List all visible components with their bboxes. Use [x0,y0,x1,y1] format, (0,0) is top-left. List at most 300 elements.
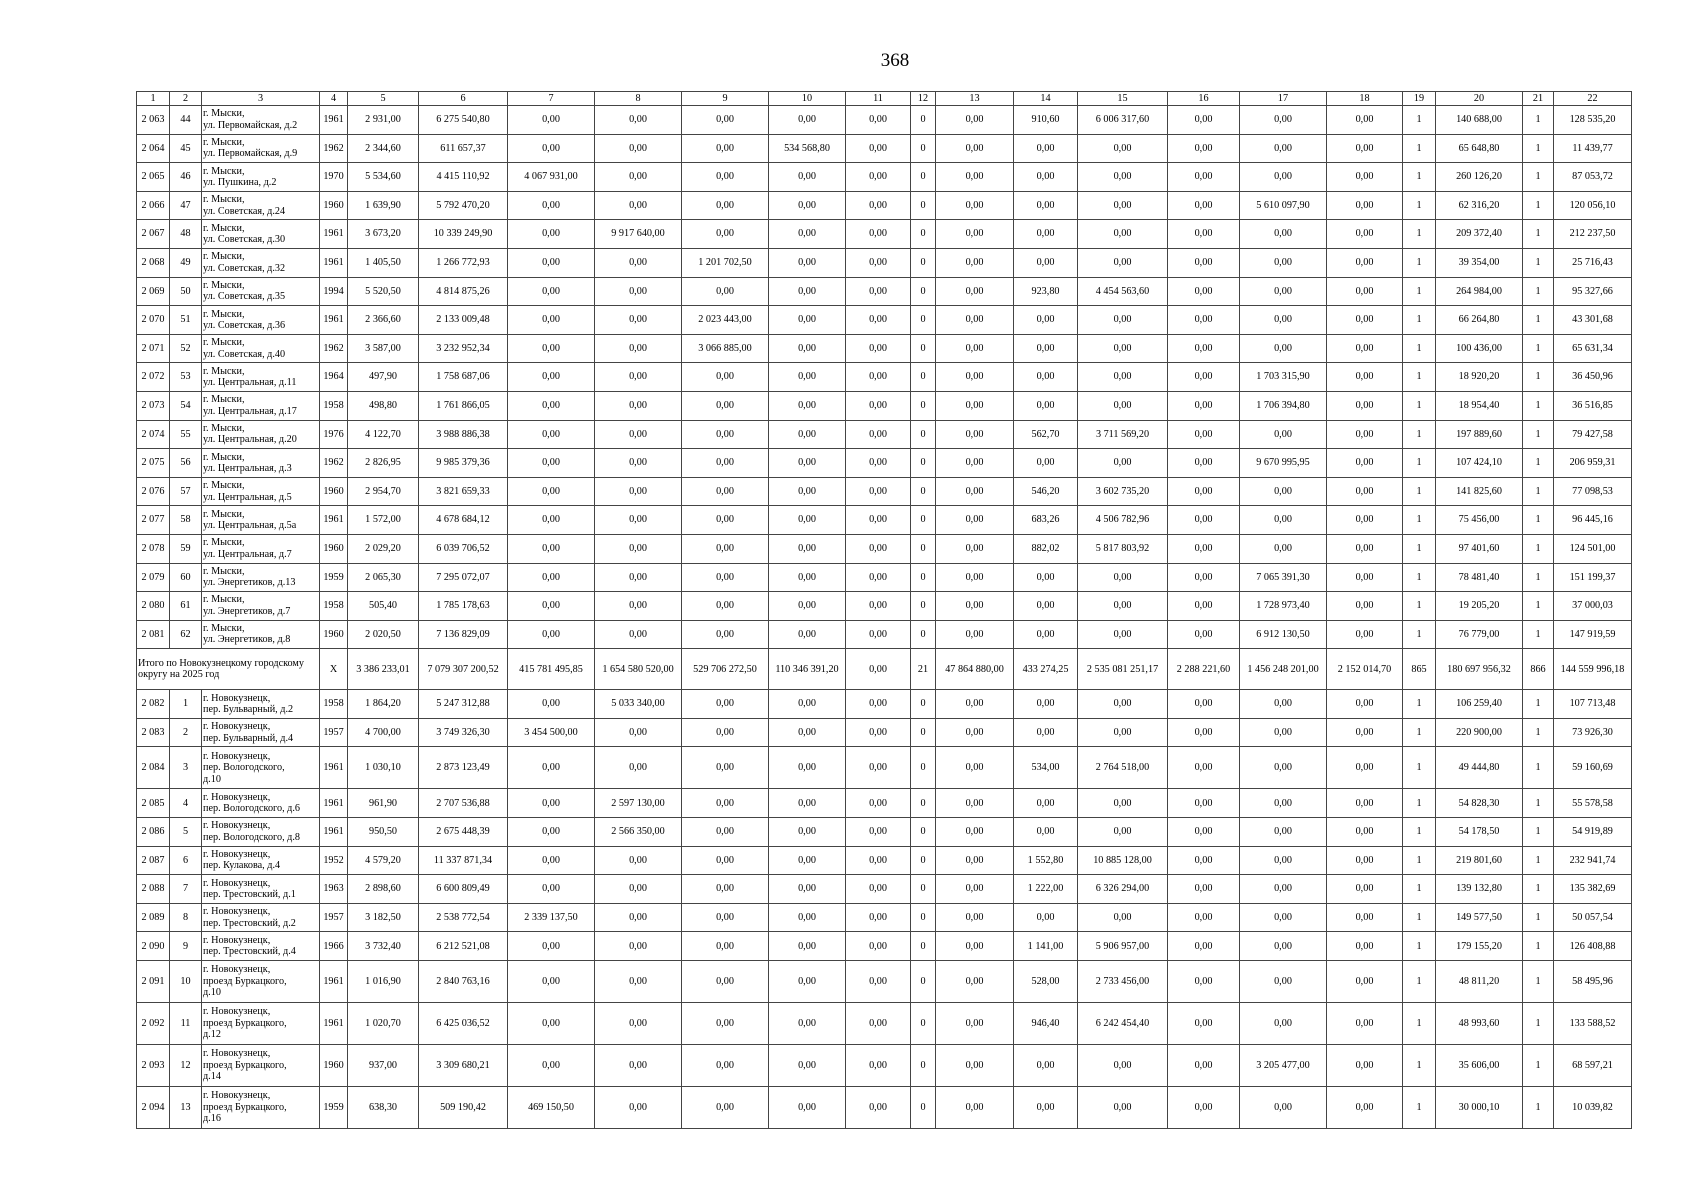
table-cell: 1 [1403,506,1436,535]
table-cell: 2 063 [137,106,170,135]
subtotal-cell: 866 [1523,649,1554,690]
table-cell: 4 [170,789,202,818]
table-cell: 78 481,40 [1436,563,1523,592]
table-cell: 0,00 [682,163,769,192]
table-cell: 68 597,21 [1554,1045,1632,1087]
table-cell: 0,00 [1327,449,1403,478]
table-cell: 1960 [320,620,348,649]
table-cell: 0 [911,592,936,621]
table-cell: 179 155,20 [1436,932,1523,961]
table-cell: 0,00 [1168,391,1240,420]
table-cell: 2 538 772,54 [419,903,508,932]
table-cell: 2 084 [137,747,170,789]
table-cell: 0,00 [1078,563,1168,592]
table-cell: 0 [911,846,936,875]
column-number-header [137,92,1632,106]
table-cell: 1 [170,690,202,719]
table-row [137,477,1632,506]
table-cell: 2 088 [137,875,170,904]
table-cell: 0,00 [1078,134,1168,163]
address-cell: г. Мыски, ул. Пушкина, д.2 [202,163,320,192]
table-cell: 0,00 [595,1087,682,1129]
table-cell: 0,00 [1078,391,1168,420]
table-cell: 0,00 [1014,191,1078,220]
table-cell: 47 [170,191,202,220]
table-cell: 1 785 178,63 [419,592,508,621]
table-cell: 0,00 [682,106,769,135]
table-cell: 0,00 [595,248,682,277]
table-cell: 0,00 [595,163,682,192]
table-cell: 1 [1523,306,1554,335]
column-number-10: 10 [769,92,846,106]
table-cell: 0,00 [846,449,911,478]
table-cell: 0,00 [1240,875,1327,904]
table-cell: 57 [170,477,202,506]
table-cell: 0,00 [682,846,769,875]
table-cell: 56 [170,449,202,478]
table-cell: 1963 [320,875,348,904]
table-cell: 19 205,20 [1436,592,1523,621]
table-cell: 0,00 [846,277,911,306]
subtotal-cell: 7 079 307 200,52 [419,649,508,690]
table-cell: 52 [170,334,202,363]
table-cell: 3 587,00 [348,334,419,363]
table-cell: 1 [1523,363,1554,392]
table-row [137,690,1632,719]
table-cell: 0,00 [508,818,595,847]
table-cell: 107 424,10 [1436,449,1523,478]
table-cell: 232 941,74 [1554,846,1632,875]
table-cell: 0,00 [1168,1003,1240,1045]
table-cell: 43 301,68 [1554,306,1632,335]
column-number-22: 22 [1554,92,1632,106]
table-cell: 0,00 [846,620,911,649]
table-cell: 0,00 [936,277,1014,306]
table-cell: 6 425 036,52 [419,1003,508,1045]
subtotal-cell: 0,00 [846,649,911,690]
table-cell: 0,00 [682,534,769,563]
table-cell: 0,00 [846,592,911,621]
table-cell: 0,00 [508,191,595,220]
table-cell: 1962 [320,334,348,363]
table-cell: 0,00 [1327,1003,1403,1045]
table-cell: 5 033 340,00 [595,690,682,719]
table-cell: 0,00 [1014,363,1078,392]
table-cell: 76 779,00 [1436,620,1523,649]
table-cell: 209 372,40 [1436,220,1523,249]
table-cell: 1 [1403,875,1436,904]
table-cell: 0,00 [1078,220,1168,249]
table-cell: 0,00 [595,1045,682,1087]
table-cell: 0 [911,134,936,163]
table-cell: 0,00 [769,875,846,904]
table-cell: 11 337 871,34 [419,846,508,875]
table-cell: 0,00 [1014,248,1078,277]
table-cell: 0,00 [1168,1045,1240,1087]
table-cell: 48 811,20 [1436,961,1523,1003]
table-cell: 0,00 [846,875,911,904]
table-cell: 2 090 [137,932,170,961]
table-cell: 0,00 [1014,690,1078,719]
table-cell: 1 [1403,903,1436,932]
table-cell: 1 [1403,563,1436,592]
page-number: 368 [880,50,910,71]
address-cell: г. Мыски, ул. Советская, д.32 [202,248,320,277]
address-cell: г. Новокузнецк, пер. Трестовский, д.1 [202,875,320,904]
table-cell: 0,00 [595,1003,682,1045]
table-cell: 0,00 [1240,106,1327,135]
table-cell: 0,00 [769,1003,846,1045]
table-cell: 4 506 782,96 [1078,506,1168,535]
subtotal-cell: 110 346 391,20 [769,649,846,690]
table-cell: 0 [911,961,936,1003]
table-cell: 1960 [320,534,348,563]
table-cell: 0,00 [682,1087,769,1129]
table-cell: 96 445,16 [1554,506,1632,535]
table-cell: 0,00 [846,1045,911,1087]
table-cell: 3 988 886,38 [419,420,508,449]
table-cell: 50 [170,277,202,306]
table-cell: 5 247 312,88 [419,690,508,719]
table-cell: 0,00 [769,420,846,449]
table-cell: 0,00 [936,789,1014,818]
table-cell: 0,00 [846,932,911,961]
table-cell: 0,00 [1168,563,1240,592]
table-cell: 0 [911,277,936,306]
table-cell: 2 068 [137,248,170,277]
table-row [137,248,1632,277]
address-cell: г. Мыски, ул. Центральная, д.20 [202,420,320,449]
address-cell: г. Мыски, ул. Энергетиков, д.13 [202,563,320,592]
table-cell: 0,00 [1168,220,1240,249]
table-cell: 0,00 [595,932,682,961]
table-cell: 950,50 [348,818,419,847]
table-cell: 0,00 [1014,391,1078,420]
address-cell: г. Новокузнецк, пер. Вологодского, д.8 [202,818,320,847]
table-cell: 0,00 [846,718,911,747]
table-cell: 1 [1403,391,1436,420]
table-cell: 0,00 [508,106,595,135]
table-cell: 2 840 763,16 [419,961,508,1003]
table-cell: 0,00 [595,391,682,420]
table-cell: 140 688,00 [1436,106,1523,135]
table-cell: 0,00 [936,1087,1014,1129]
table-row [137,1003,1632,1045]
table-cell: 0,00 [846,789,911,818]
table-cell: 0,00 [508,747,595,789]
address-cell: г. Новокузнецк, пер. Вологодского, д.10 [202,747,320,789]
table-cell: 0,00 [508,592,595,621]
table-cell: 1 [1403,690,1436,719]
table-cell: 0,00 [1327,620,1403,649]
table-cell: 1 [1523,477,1554,506]
table-cell: 1 758 687,06 [419,363,508,392]
table-cell: 1 [1523,903,1554,932]
table-cell: 0,00 [1327,363,1403,392]
address-cell: г. Мыски, ул. Советская, д.36 [202,306,320,335]
table-cell: 0,00 [1240,134,1327,163]
table-cell: 100 436,00 [1436,334,1523,363]
table-cell: 1 [1523,534,1554,563]
table-cell: 0,00 [1078,334,1168,363]
table-cell: 0,00 [846,420,911,449]
table-cell: 0,00 [508,134,595,163]
table-cell: 0 [911,1003,936,1045]
table-cell: 1 [1523,391,1554,420]
table-cell: 0,00 [1240,818,1327,847]
table-cell: 0,00 [1327,818,1403,847]
table-cell: 0,00 [508,534,595,563]
table-cell: 0,00 [682,477,769,506]
table-cell: 2 089 [137,903,170,932]
table-cell: 3 205 477,00 [1240,1045,1327,1087]
table-cell: 0,00 [846,961,911,1003]
table-cell: 1 [1403,1087,1436,1129]
table-cell: 1 [1523,563,1554,592]
table-cell: 1 [1523,846,1554,875]
table-cell: 4 814 875,26 [419,277,508,306]
table-cell: 0,00 [936,477,1014,506]
table-cell: 2 079 [137,563,170,592]
table-cell: 0,00 [1014,563,1078,592]
table-cell: 0,00 [682,903,769,932]
table-cell: 54 919,89 [1554,818,1632,847]
subtotal-row [137,649,1632,690]
table-cell: 1 552,80 [1014,846,1078,875]
table-cell: 0,00 [769,961,846,1003]
table-cell: 0 [911,620,936,649]
table-cell: 0,00 [1014,592,1078,621]
table-cell: 2 597 130,00 [595,789,682,818]
column-number-1: 1 [137,92,170,106]
table-cell: 30 000,10 [1436,1087,1523,1129]
table-row [137,718,1632,747]
table-cell: 0,00 [1014,789,1078,818]
table-cell: 0,00 [595,306,682,335]
table-cell: 0,00 [682,718,769,747]
table-cell: 0,00 [595,191,682,220]
table-cell: 1 [1523,1003,1554,1045]
table-cell: 0,00 [595,563,682,592]
table-cell: 0,00 [1168,363,1240,392]
table-cell: 0,00 [1240,903,1327,932]
table-cell: 3 749 326,30 [419,718,508,747]
table-cell: 48 [170,220,202,249]
table-cell: 1 [1403,818,1436,847]
column-number-3: 3 [202,92,320,106]
table-cell: 0,00 [769,932,846,961]
table-cell: 4 067 931,00 [508,163,595,192]
table-cell: 4 579,20 [348,846,419,875]
subtotal-cell: 144 559 996,18 [1554,649,1632,690]
table-cell: 0,00 [1168,932,1240,961]
table-cell: 2 020,50 [348,620,419,649]
table-cell: 0,00 [1327,248,1403,277]
table-cell: 0,00 [936,1003,1014,1045]
table-cell: 0,00 [846,506,911,535]
table-row [137,563,1632,592]
table-cell: 6 912 130,50 [1240,620,1327,649]
table-cell: 139 132,80 [1436,875,1523,904]
table-cell: 0 [911,1045,936,1087]
table-row [137,932,1632,961]
table-cell: 3 711 569,20 [1078,420,1168,449]
table-cell: 0,00 [1168,106,1240,135]
subtotal-cell: 2 288 221,60 [1168,649,1240,690]
table-cell: 1957 [320,903,348,932]
table-cell: 9 985 379,36 [419,449,508,478]
table-cell: 0,00 [769,449,846,478]
table-cell: 1961 [320,506,348,535]
table-cell: 0,00 [595,334,682,363]
table-cell: 49 444,80 [1436,747,1523,789]
table-cell: 0,00 [595,961,682,1003]
table-cell: 6 [170,846,202,875]
table-cell: 0 [911,718,936,747]
table-row [137,1087,1632,1129]
table-cell: 0,00 [1168,163,1240,192]
table-cell: 3 232 952,34 [419,334,508,363]
address-cell: г. Мыски, ул. Центральная, д.5а [202,506,320,535]
table-cell: 0,00 [682,747,769,789]
column-number-12: 12 [911,92,936,106]
subtotal-cell: 47 864 880,00 [936,649,1014,690]
table-cell: 3 602 735,20 [1078,477,1168,506]
table-cell: 2 065,30 [348,563,419,592]
table-cell: 0,00 [936,449,1014,478]
table-row [137,534,1632,563]
table-cell: 0,00 [682,449,769,478]
table-cell: 0,00 [846,191,911,220]
table-cell: 0,00 [936,747,1014,789]
table-cell: 0,00 [1168,191,1240,220]
table-cell: 0,00 [769,818,846,847]
table-cell: 55 578,58 [1554,789,1632,818]
table-cell: 0,00 [769,846,846,875]
table-cell: 25 716,43 [1554,248,1632,277]
table-cell: 61 [170,592,202,621]
table-cell: 0,00 [936,903,1014,932]
table-cell: 0,00 [682,506,769,535]
table-cell: 2 077 [137,506,170,535]
table-cell: 0,00 [1327,477,1403,506]
table-cell: 0,00 [1240,248,1327,277]
table-cell: 1 [1523,789,1554,818]
subtotal-cell: 1 456 248 201,00 [1240,649,1327,690]
table-cell: 0,00 [769,690,846,719]
table-cell: 37 000,03 [1554,592,1632,621]
table-cell: 0 [911,191,936,220]
table-cell: 3 821 659,33 [419,477,508,506]
table-cell: 0,00 [846,248,911,277]
table-cell: 58 [170,506,202,535]
table-cell: 10 885 128,00 [1078,846,1168,875]
table-cell: 1 [1523,106,1554,135]
table-cell: 0,00 [508,391,595,420]
table-cell: 1957 [320,718,348,747]
table-cell: 6 326 294,00 [1078,875,1168,904]
table-row [137,506,1632,535]
table-cell: 2 733 456,00 [1078,961,1168,1003]
table-cell: 0,00 [769,903,846,932]
table-cell: 498,80 [348,391,419,420]
table-cell: 51 [170,306,202,335]
table-cell: 50 057,54 [1554,903,1632,932]
table-cell: 6 275 540,80 [419,106,508,135]
table-cell: 0,00 [1014,134,1078,163]
table-cell: 60 [170,563,202,592]
table-cell: 2 072 [137,363,170,392]
table-cell: 0,00 [936,506,1014,535]
table-cell: 0,00 [595,875,682,904]
subtotal-cell: 529 706 272,50 [682,649,769,690]
table-cell: 1961 [320,818,348,847]
table-row [137,391,1632,420]
table-cell: 0,00 [1327,191,1403,220]
table-cell: 77 098,53 [1554,477,1632,506]
subtotal-cell: 1 654 580 520,00 [595,649,682,690]
table-cell: 882,02 [1014,534,1078,563]
table-cell: 0,00 [595,747,682,789]
subtotal-cell: X [320,649,348,690]
table-cell: 133 588,52 [1554,1003,1632,1045]
table-cell: 1 [1523,334,1554,363]
table-cell: 0,00 [1168,306,1240,335]
table-cell: 0,00 [769,306,846,335]
table-cell: 1 141,00 [1014,932,1078,961]
table-cell: 0,00 [936,534,1014,563]
table-cell: 534,00 [1014,747,1078,789]
table-row [137,277,1632,306]
table-cell: 2 078 [137,534,170,563]
table-cell: 0,00 [1078,818,1168,847]
table-cell: 1 [1523,718,1554,747]
table-cell: 0,00 [1168,875,1240,904]
table-cell: 0,00 [508,449,595,478]
table-cell: 1 [1403,420,1436,449]
table-cell: 0,00 [936,592,1014,621]
table-cell: 12 [170,1045,202,1087]
table-row [137,134,1632,163]
table-cell: 505,40 [348,592,419,621]
table-cell: 0 [911,818,936,847]
table-cell: 0,00 [936,620,1014,649]
table-cell: 62 [170,620,202,649]
table-cell: 62 316,20 [1436,191,1523,220]
table-cell: 562,70 [1014,420,1078,449]
table-cell: 1 706 394,80 [1240,391,1327,420]
table-row [137,1045,1632,1087]
table-cell: 0,00 [1168,818,1240,847]
table-cell: 0,00 [936,220,1014,249]
column-number-5: 5 [348,92,419,106]
table-cell: 0,00 [846,1003,911,1045]
table-cell: 0 [911,903,936,932]
table-cell: 1 [1403,106,1436,135]
address-cell: г. Мыски, ул. Советская, д.24 [202,191,320,220]
table-cell: 0,00 [1168,277,1240,306]
table-cell: 0,00 [682,420,769,449]
table-cell: 0,00 [769,747,846,789]
table-cell: 75 456,00 [1436,506,1523,535]
table-cell: 0,00 [846,391,911,420]
table-cell: 0,00 [682,220,769,249]
table-cell: 1960 [320,191,348,220]
table-cell: 0 [911,106,936,135]
table-cell: 11 439,77 [1554,134,1632,163]
table-cell: 2 826,95 [348,449,419,478]
table-cell: 961,90 [348,789,419,818]
